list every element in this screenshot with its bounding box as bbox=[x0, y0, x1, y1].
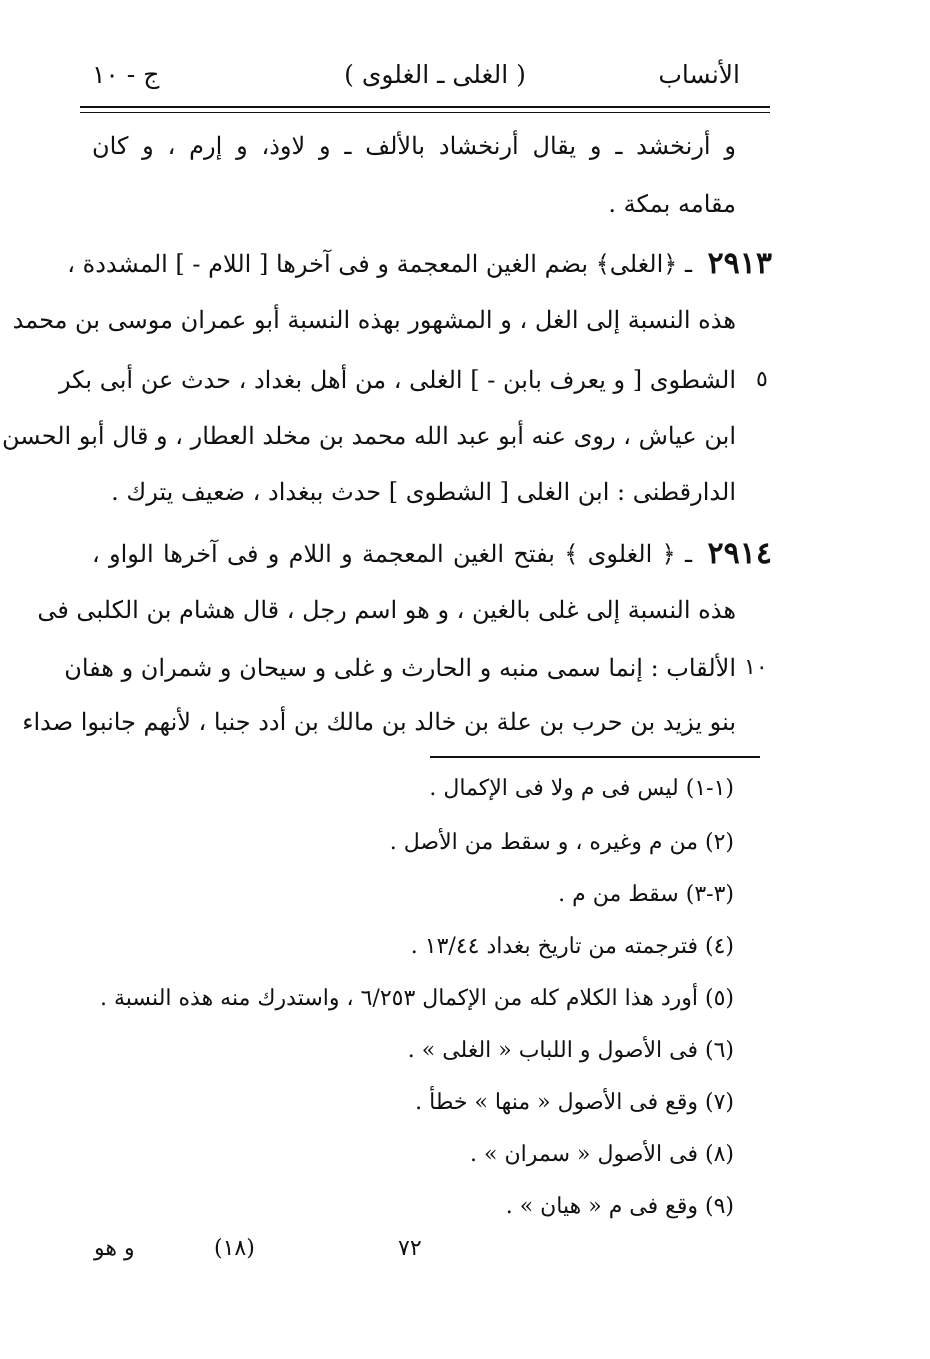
footnote-1: (١-١) ليس فى م ولا فى الإكمال . bbox=[429, 776, 734, 801]
body-line-7: الدارقطنى : ابن الغلى [ الشطوى ] حدث ببغداد ، ضعيف يترك . bbox=[111, 478, 736, 506]
header-rule bbox=[80, 106, 770, 113]
footnote-rule bbox=[430, 756, 760, 758]
body-line-10: الألقاب : إنما سمى منبه و الحارث و غلى و سيحان و شمران و هفان bbox=[64, 654, 736, 682]
body-line-4: هذه النسبة إلى الغل ، و المشهور بهذه النسبة أبو عمران موسى بن محمد bbox=[12, 306, 736, 334]
footnote-2: (٢) من م وغيره ، و سقط من الأصل . bbox=[389, 830, 734, 855]
body-line-6: ابن عياش ، روى عنه أبو عبد الله محمد بن مخلد العطار ، و قال أبو الحسن bbox=[2, 422, 736, 450]
body-line-1: و أرنخشد ـ و يقال أرنخشاد بالألف ـ و لاوذ، و إرم ، و كان bbox=[92, 132, 737, 160]
body-line-9: هذه النسبة إلى غلى بالغين ، و هو اسم رجل ، قال هشام بن الكلبى فى bbox=[37, 596, 736, 624]
running-head-book: الأنساب bbox=[658, 60, 740, 89]
body-line-5: الشطوى [ و يعرف بابن - ] الغلى ، من أهل بغداد ، حدث عن أبى بكر bbox=[58, 366, 736, 394]
catchword: و هو bbox=[94, 1236, 135, 1261]
footnote-5: (٥) أورد هذا الكلام كله من الإكمال ٦/٢٥٣ ، واستدرك منه هذه النسبة . bbox=[100, 986, 734, 1011]
body-line-3: ـ ﴿الغلى﴾ بضم الغين المعجمة و فى آخرها [ اللام - ] المشددة ، bbox=[67, 250, 692, 278]
signature-mark: (١٨) bbox=[214, 1236, 255, 1261]
footnote-4: (٤) فترجمته من تاريخ بغداد ١٣/٤٤ . bbox=[410, 934, 734, 959]
footnote-9: (٩) وقع فى م « هيان » . bbox=[505, 1194, 734, 1219]
page-number: ٧٢ bbox=[398, 1236, 422, 1261]
entry-number-2913: ٢٩١٣ bbox=[707, 246, 772, 281]
entry-number-2914: ٢٩١٤ bbox=[707, 536, 772, 571]
footnote-8: (٨) فى الأصول « سمران » . bbox=[470, 1142, 734, 1167]
body-line-11: بنو يزيد بن حرب بن علة بن خالد بن مالك بن أدد جنبا ، لأنهم جانبوا صداء bbox=[22, 708, 736, 736]
body-line-2: مقامه بمكة . bbox=[608, 190, 736, 218]
footnote-7: (٧) وقع فى الأصول « منها » خطأ . bbox=[415, 1090, 734, 1115]
line-marker-10: ١٠ bbox=[744, 655, 768, 680]
line-marker-5: ٥ bbox=[756, 367, 768, 392]
body-line-8: ـ ﴿ الغلوى ﴾ بفتح الغين المعجمة و اللام و فى آخرها الواو ، bbox=[92, 540, 692, 568]
running-head-volume: ج - ١٠ bbox=[92, 60, 160, 89]
footnote-3: (٣-٣) سقط من م . bbox=[558, 882, 734, 907]
footnote-6: (٦) فى الأصول و اللباب « الغلى » . bbox=[407, 1038, 734, 1063]
running-head-section: ( الغلى ـ الغلوى ) bbox=[344, 60, 526, 89]
